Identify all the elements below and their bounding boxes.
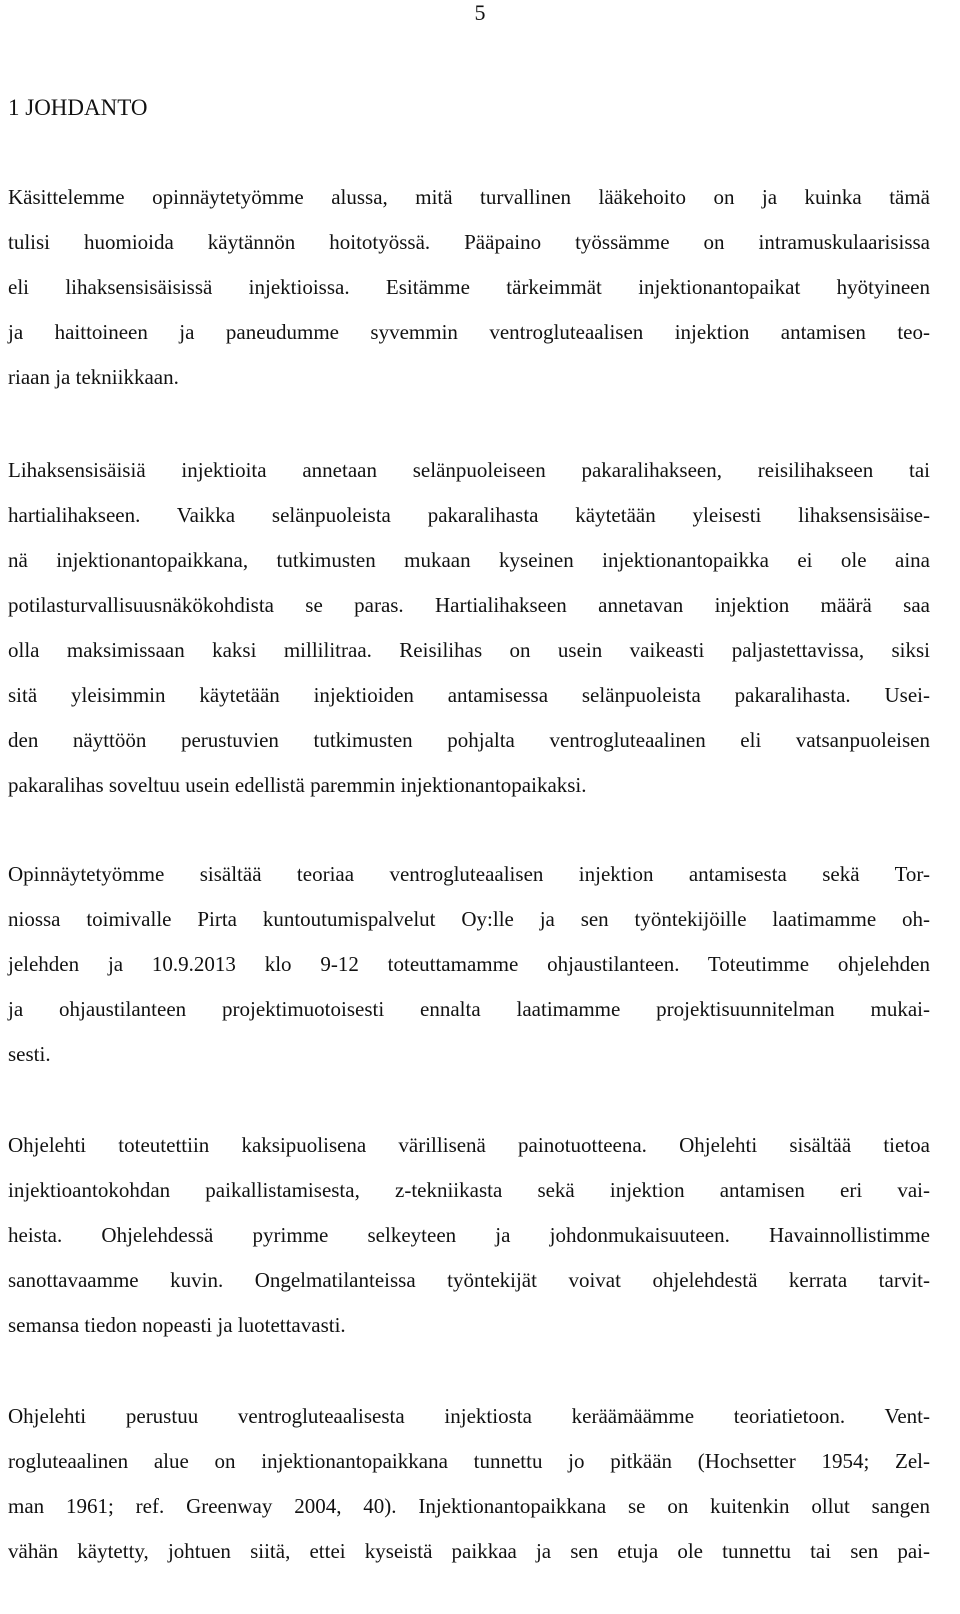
paragraph-intro (8, 175, 930, 400)
paragraph-injection-sites (8, 448, 930, 808)
paragraph-line: hartialihakseen. Vaikka selänpuoleista pakaralihasta käytetään yleisesti lihaksensisäise- (8, 503, 930, 527)
paragraph-line: injektioantokohdan paikallistamisesta, z-tekniikasta sekä injektion antamisen eri vai- (8, 1178, 930, 1202)
paragraph-line: ja haittoineen ja paneudumme syvemmin ventrogluteaalisen injektion antamisen teo- (8, 320, 930, 344)
paragraph-line: riaan ja tekniikkaan. (8, 365, 179, 389)
paragraph-thesis-content (8, 852, 930, 1077)
page-number: 5 (474, 0, 486, 25)
chapter-heading: 1 JOHDANTO (8, 95, 148, 120)
paragraph-line: sanottavaamme kuvin. Ongelmatilanteissa työntekijät voivat ohjelehdestä kerrata tarvit- (8, 1268, 930, 1292)
paragraph-line: ja ohjaustilanteen projektimuotoisesti ennalta laatimamme projektisuunnitelman mukai- (8, 997, 930, 1021)
paragraph-line: tulisi huomioida käytännön hoitotyössä. Pääpaino työssämme on intramuskulaarisissa (8, 230, 930, 254)
paragraph-line: sitä yleisimmin käytetään injektioiden antamisessa selänpuoleista pakaralihasta. Usei- (8, 683, 930, 707)
paragraph-line: heista. Ohjelehdessä pyrimme selkeyteen ja johdonmukaisuuteen. Havainnollistimme (8, 1223, 930, 1247)
paragraph-line: man 1961; ref. Greenway 2004, 40). Injektionantopaikkana se on kuitenkin ollut sangen (8, 1494, 930, 1518)
paragraph-line: Opinnäytetyömme sisältää teoriaa ventrogluteaalisen injektion antamisesta sekä Tor- (8, 862, 930, 886)
paragraph-line: vähän käytetty, johtuen siitä, ettei kyseistä paikkaa ja sen etuja ole tunnettu tai sen pai- (8, 1539, 930, 1563)
paragraph-leaflet (8, 1123, 930, 1348)
paragraph-line: Käsittelemme opinnäytetyömme alussa, mitä turvallinen lääkehoito on ja kuinka tämä (8, 185, 930, 209)
paragraph-line: jelehden ja 10.9.2013 klo 9-12 toteuttamamme ohjaustilanteen. Toteutimme ohjelehden (8, 952, 930, 976)
paragraph-line: Ohjelehti perustuu ventrogluteaalisesta injektiosta keräämäämme teoriatietoon. Vent- (8, 1404, 930, 1428)
paragraph-line: sesti. (8, 1042, 51, 1066)
paragraph-line: nä injektionantopaikkana, tutkimusten mukaan kyseinen injektionantopaikka ei ole aina (8, 548, 930, 572)
paragraph-line: semansa tiedon nopeasti ja luotettavasti. (8, 1313, 346, 1337)
paragraph-line: olla maksimissaan kaksi millilitraa. Reisilihas on usein vaikeasti paljastettavissa, siksi (8, 638, 930, 662)
paragraph-line: Ohjelehti toteutettiin kaksipuolisena värillisenä painotuotteena. Ohjelehti sisältää tietoa (8, 1133, 930, 1157)
paragraph-line: pakaralihas soveltuu usein edellistä paremmin injektionantopaikaksi. (8, 773, 587, 797)
paragraph-theory-basis (8, 1394, 930, 1574)
paragraph-line: rogluteaalinen alue on injektionantopaikkana tunnettu jo pitkään (Hochsetter 1954; Zel- (8, 1449, 930, 1473)
paragraph-line: potilasturvallisuusnäkökohdista se paras. Hartialihakseen annetavan injektion määrä saa (8, 593, 930, 617)
paragraph-line: Lihaksensisäisiä injektioita annetaan selänpuoleiseen pakaralihakseen, reisilihakseen tai (8, 458, 930, 482)
paragraph-line: den näyttöön perustuvien tutkimusten pohjalta ventrogluteaalinen eli vatsanpuoleisen (8, 728, 930, 752)
paragraph-line: niossa toimivalle Pirta kuntoutumispalvelut Oy:lle ja sen työntekijöille laatimamme oh- (8, 907, 930, 931)
paragraph-line: eli lihaksensisäisissä injektioissa. Esitämme tärkeimmät injektionantopaikat hyötyineen (8, 275, 930, 299)
